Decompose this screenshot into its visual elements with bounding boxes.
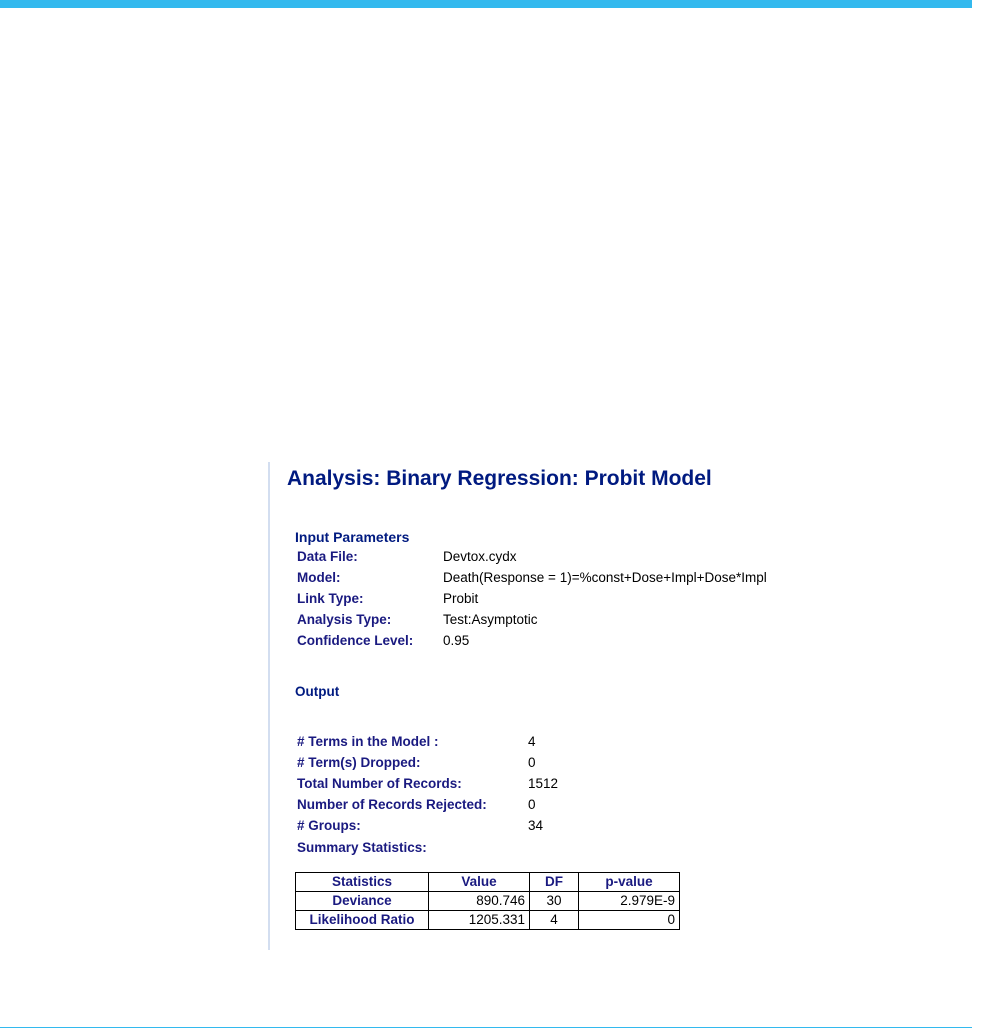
terms-value: 4 [528, 734, 536, 749]
link-type-label: Link Type: [297, 591, 364, 606]
deviance-p-value-cell: 2.979E-9 [579, 892, 680, 911]
analysis-type-label: Analysis Type: [297, 612, 392, 627]
deviance-stat-cell: Deviance [296, 892, 429, 911]
analysis-type-value: Test:Asymptotic [443, 612, 538, 627]
col-statistics-header: Statistics [296, 873, 429, 892]
data-file-label: Data File: [297, 549, 358, 564]
report-title: Analysis: Binary Regression: Probit Model [287, 467, 712, 490]
table-row [296, 911, 680, 930]
records-rejected-value: 0 [528, 797, 536, 812]
likelihood-ratio-stat-cell: Likelihood Ratio [296, 911, 429, 930]
deviance-value-cell: 890.746 [429, 892, 530, 911]
col-df-header: DF [530, 873, 579, 892]
summary-statistics-table [295, 872, 680, 930]
terms-dropped-value: 0 [528, 755, 536, 770]
report-panel [268, 462, 890, 950]
terms-dropped-label: # Term(s) Dropped: [297, 755, 421, 770]
total-records-value: 1512 [528, 776, 559, 791]
groups-label: # Groups: [297, 818, 361, 833]
confidence-level-label: Confidence Level: [297, 633, 414, 648]
table-header-row [296, 873, 680, 892]
total-records-label: Total Number of Records: [297, 776, 462, 791]
col-value-header: Value [429, 873, 530, 892]
link-type-value: Probit [443, 591, 479, 606]
data-file-value: Devtox.cydx [443, 549, 517, 564]
col-p-value-header: p-value [579, 873, 680, 892]
table-row [296, 892, 680, 911]
groups-value: 34 [528, 818, 544, 833]
deviance-df-cell: 30 [530, 892, 579, 911]
window-bottom-rule [0, 1027, 972, 1028]
likelihood-ratio-p-value-cell: 0 [579, 911, 680, 930]
output-heading: Output [295, 684, 340, 699]
confidence-level-value: 0.95 [443, 633, 470, 648]
terms-label: # Terms in the Model : [297, 734, 439, 749]
records-rejected-label: Number of Records Rejected: [297, 797, 487, 812]
model-value: Death(Response = 1)=%const+Dose+Impl+Dose*Impl [443, 570, 767, 585]
likelihood-ratio-value-cell: 1205.331 [429, 911, 530, 930]
summary-statistics-label: Summary Statistics: [297, 840, 427, 855]
input-parameters-heading: Input Parameters [295, 529, 410, 545]
likelihood-ratio-df-cell: 4 [530, 911, 579, 930]
model-label: Model: [297, 570, 341, 585]
window-top-accent-bar [0, 0, 972, 8]
